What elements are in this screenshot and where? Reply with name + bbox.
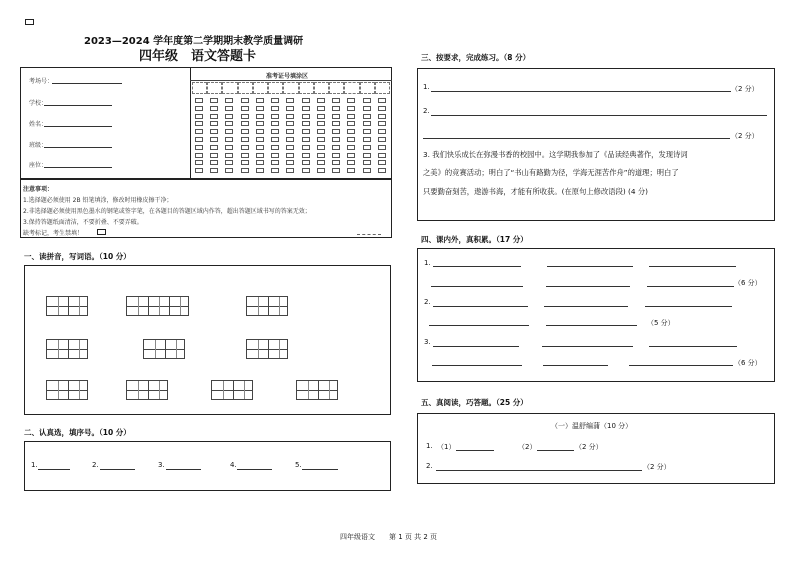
exam-number-digit-box[interactable]: [360, 82, 375, 94]
exam-number-bubble[interactable]: [347, 168, 355, 173]
section3-title: 三、按要求，完成练习。（8 分）: [421, 53, 531, 62]
exam-number-bubble[interactable]: [195, 137, 203, 142]
s3-q1-label: 1.: [423, 83, 430, 91]
s4-q2-blank-2[interactable]: [544, 306, 628, 307]
s4-q1-label: 1.: [424, 259, 431, 267]
s4-q1-blank-2[interactable]: [547, 266, 633, 267]
exam-number-bubble[interactable]: [241, 137, 249, 142]
s5-q1-blank-b[interactable]: [537, 450, 574, 451]
exam-number-grid[interactable]: [192, 82, 390, 176]
box-midline: [247, 349, 287, 350]
section1-title: 一、读拼音，写词语。（10 分）: [24, 252, 131, 261]
box-divider: [159, 297, 160, 315]
s3-q1-score: （2 分）: [731, 85, 759, 93]
box-divider: [148, 297, 149, 315]
name-line[interactable]: [44, 126, 112, 127]
exam-number-bubble[interactable]: [363, 106, 371, 111]
exam-number-bubble[interactable]: [317, 160, 325, 165]
exam-number-bubble[interactable]: [271, 121, 279, 126]
exam-number-digit-box[interactable]: [375, 82, 390, 94]
exam-number-bubble[interactable]: [363, 137, 371, 142]
exam-number-bubble[interactable]: [195, 106, 203, 111]
exam-number-bubble[interactable]: [256, 106, 264, 111]
box-midline: [47, 306, 87, 307]
s4-q3-score: （6 分）: [734, 359, 762, 367]
exam-number-bubble[interactable]: [225, 121, 233, 126]
s2-item-3-blank[interactable]: [166, 469, 201, 470]
word-writing-box[interactable]: [211, 380, 253, 400]
school-line[interactable]: [44, 105, 112, 106]
s5-q1-part-b: （2）: [518, 443, 537, 451]
exam-number-bubble[interactable]: [302, 106, 310, 111]
exam-number-bubble[interactable]: [363, 98, 371, 103]
exam-number-bubble[interactable]: [347, 137, 355, 142]
info-divider: [190, 67, 191, 179]
box-divider: [58, 340, 59, 358]
field-exam-room: 考场号：: [29, 78, 54, 85]
exam-number-bubble[interactable]: [286, 121, 294, 126]
exam-number-bubble[interactable]: [241, 129, 249, 134]
s3-q2-blank-2[interactable]: [423, 138, 730, 139]
exam-number-bubble[interactable]: [271, 98, 279, 103]
exam-number-bubble[interactable]: [256, 121, 264, 126]
seat-line[interactable]: [44, 167, 112, 168]
exam-number-bubble[interactable]: [225, 114, 233, 119]
exam-number-bubble[interactable]: [210, 153, 218, 158]
s3-q3-line1: 3. 我们快乐成长在弥漫书香的校园中。这学期我参加了《品读经典著作，发现诗词: [423, 150, 688, 159]
exam-number-bubble[interactable]: [347, 114, 355, 119]
exam-number-bubble[interactable]: [271, 129, 279, 134]
exam-number-bubble[interactable]: [256, 137, 264, 142]
word-writing-box[interactable]: [46, 296, 88, 316]
s4-q1-blank-6[interactable]: [647, 286, 734, 287]
exam-number-bubble[interactable]: [195, 129, 203, 134]
s2-item-5-label: 5.: [295, 461, 302, 469]
exam-number-bubble[interactable]: [332, 153, 340, 158]
box-divider: [155, 340, 156, 358]
s3-q2-score: （2 分）: [731, 132, 759, 140]
exam-number-bubble[interactable]: [210, 160, 218, 165]
exam-number-bubble[interactable]: [317, 106, 325, 111]
exam-number-bubble[interactable]: [210, 168, 218, 173]
exam-number-bubble[interactable]: [378, 114, 386, 119]
exam-number-bubble[interactable]: [378, 145, 386, 150]
s4-q3-blank-2[interactable]: [542, 346, 633, 347]
s5-q1-blank-a[interactable]: [456, 450, 494, 451]
exam-number-bubble[interactable]: [210, 98, 218, 103]
exam-number-bubble[interactable]: [302, 98, 310, 103]
box-divider: [79, 340, 80, 358]
exam-number-digit-box[interactable]: [344, 82, 359, 94]
box-divider: [233, 381, 234, 399]
s4-q3-blank-5[interactable]: [543, 365, 608, 366]
exam-number-bubble[interactable]: [332, 114, 340, 119]
field-class: 班级：: [29, 142, 48, 149]
exam-number-bubble[interactable]: [317, 129, 325, 134]
s2-item-5-blank[interactable]: [302, 469, 338, 470]
exam-number-bubble[interactable]: [286, 129, 294, 134]
s4-q1-blank-5[interactable]: [546, 286, 630, 287]
exam-number-bubble[interactable]: [225, 129, 233, 134]
box-divider: [223, 381, 224, 399]
s5-subsection-title: （一）温舒编蒲（10 分）: [551, 422, 633, 430]
exam-number-bubble[interactable]: [241, 145, 249, 150]
exam-number-bubble[interactable]: [210, 106, 218, 111]
answer-sheet-title: 四年级 语文答题卡: [139, 49, 257, 64]
box-divider: [268, 297, 269, 315]
exam-number-bubble[interactable]: [317, 121, 325, 126]
exam-number-bubble[interactable]: [332, 137, 340, 142]
exam-number-bubble[interactable]: [363, 145, 371, 150]
s4-q2-blank-4[interactable]: [429, 325, 529, 326]
exam-number-bubble[interactable]: [241, 168, 249, 173]
exam-number-bubble[interactable]: [271, 114, 279, 119]
exam-number-bubble[interactable]: [332, 145, 340, 150]
box-divider: [58, 381, 59, 399]
word-writing-box[interactable]: [46, 380, 88, 400]
section5-title: 五、真阅读，巧答题。（25 分）: [421, 398, 528, 407]
exam-number-bubble[interactable]: [271, 137, 279, 142]
exam-number-bubble[interactable]: [210, 121, 218, 126]
box-divider: [244, 381, 245, 399]
s2-item-4-blank[interactable]: [237, 469, 272, 470]
s3-q3-line2: 之美》的竞赛活动；明白了“书山有路勤为径，学海无涯苦作舟”的道理；明白了: [423, 168, 679, 177]
exam-number-bubble[interactable]: [195, 114, 203, 119]
box-divider: [165, 340, 166, 358]
exam-number-bubble[interactable]: [332, 129, 340, 134]
exam-number-digit-box[interactable]: [253, 82, 268, 94]
exam-number-bubble[interactable]: [271, 153, 279, 158]
s4-q1-blank-4[interactable]: [431, 286, 523, 287]
exam-number-bubble[interactable]: [363, 114, 371, 119]
exam-room-line[interactable]: [52, 83, 122, 84]
exam-number-bubble[interactable]: [225, 160, 233, 165]
exam-number-bubble[interactable]: [347, 153, 355, 158]
exam-number-bubble[interactable]: [332, 160, 340, 165]
s4-q2-blank-3[interactable]: [645, 306, 732, 307]
exam-number-bubble[interactable]: [256, 153, 264, 158]
exam-number-digit-box[interactable]: [238, 82, 253, 94]
corner-marker-icon: [25, 19, 34, 25]
exam-number-bubble[interactable]: [302, 160, 310, 165]
exam-number-bubble[interactable]: [347, 106, 355, 111]
box-divider: [279, 340, 280, 358]
notice-title: 注意事项：: [23, 186, 54, 193]
exam-number-bubble[interactable]: [378, 137, 386, 142]
exam-number-digit-box[interactable]: [329, 82, 344, 94]
exam-number-bubble[interactable]: [347, 145, 355, 150]
exam-number-bubble[interactable]: [286, 153, 294, 158]
exam-number-bubble[interactable]: [271, 106, 279, 111]
exam-number-bubble[interactable]: [286, 114, 294, 119]
exam-number-digit-box[interactable]: [207, 82, 222, 94]
exam-number-bubble[interactable]: [302, 137, 310, 142]
s4-q3-blank-6[interactable]: [629, 365, 733, 366]
notice-dash: [357, 234, 381, 235]
box-divider: [79, 297, 80, 315]
s4-q3-blank-4[interactable]: [432, 365, 522, 366]
word-writing-box[interactable]: [126, 296, 189, 316]
exam-number-bubble[interactable]: [195, 121, 203, 126]
box-divider: [68, 381, 69, 399]
exam-number-bubble[interactable]: [210, 137, 218, 142]
exam-number-bubble[interactable]: [286, 160, 294, 165]
exam-number-bubble[interactable]: [332, 121, 340, 126]
exam-number-header-line: [190, 80, 392, 81]
class-line[interactable]: [44, 147, 112, 148]
exam-number-bubble[interactable]: [195, 160, 203, 165]
exam-number-bubble[interactable]: [317, 168, 325, 173]
exam-number-bubble[interactable]: [347, 121, 355, 126]
exam-number-bubble[interactable]: [256, 98, 264, 103]
exam-number-bubble[interactable]: [241, 121, 249, 126]
exam-number-bubble[interactable]: [256, 160, 264, 165]
exam-number-bubble[interactable]: [241, 114, 249, 119]
absent-mark-label: 缺考标记，考生禁填！: [23, 230, 84, 237]
s4-q2-score: （5 分）: [647, 319, 675, 327]
exam-number-digit-box[interactable]: [299, 82, 314, 94]
box-divider: [180, 297, 181, 315]
exam-number-bubble[interactable]: [317, 137, 325, 142]
box-divider: [268, 340, 269, 358]
exam-number-bubble[interactable]: [286, 168, 294, 173]
exam-number-bubble[interactable]: [286, 98, 294, 103]
exam-number-bubble[interactable]: [225, 106, 233, 111]
exam-number-digit-box[interactable]: [222, 82, 237, 94]
word-writing-box[interactable]: [126, 380, 168, 400]
exam-number-bubble[interactable]: [378, 98, 386, 103]
exam-number-bubble[interactable]: [317, 153, 325, 158]
box-divider: [329, 381, 330, 399]
exam-number-bubble[interactable]: [256, 145, 264, 150]
exam-number-bubble[interactable]: [378, 160, 386, 165]
box-midline: [144, 349, 184, 350]
s3-q2-label: 2.: [423, 107, 430, 115]
box-midline: [297, 390, 337, 391]
exam-number-bubble[interactable]: [363, 129, 371, 134]
field-name: 姓名：: [29, 121, 48, 128]
exam-number-bubble[interactable]: [210, 129, 218, 134]
exam-number-bubble[interactable]: [225, 153, 233, 158]
box-divider: [176, 340, 177, 358]
exam-number-bubble[interactable]: [347, 98, 355, 103]
notice-item-2: 2.非选择题必须使用黑色墨水的钢笔或签字笔，在各题目的答题区域内作答，超出答题区域书写的答案无效；: [23, 208, 311, 215]
box-divider: [138, 297, 139, 315]
box-midline: [47, 390, 87, 391]
s4-q1-blank-1[interactable]: [433, 266, 521, 267]
exam-number-bubble[interactable]: [302, 153, 310, 158]
exam-number-bubble[interactable]: [302, 168, 310, 173]
exam-number-digit-box[interactable]: [192, 82, 207, 94]
exam-number-bubble[interactable]: [378, 106, 386, 111]
s5-q2-label: 2.: [426, 462, 433, 470]
s5-q1-label: 1.: [426, 442, 433, 450]
exam-number-bubble[interactable]: [271, 145, 279, 150]
word-writing-box[interactable]: [246, 339, 288, 359]
exam-number-bubble[interactable]: [378, 129, 386, 134]
exam-number-bubble[interactable]: [302, 145, 310, 150]
s4-q2-blank-1[interactable]: [433, 306, 528, 307]
exam-number-bubble[interactable]: [241, 153, 249, 158]
box-divider: [169, 297, 170, 315]
exam-number-title: 准考证号填涂区: [266, 73, 309, 80]
word-writing-box[interactable]: [246, 296, 288, 316]
box-divider: [258, 340, 259, 358]
s4-q3-blank-3[interactable]: [649, 346, 737, 347]
exam-number-bubble[interactable]: [195, 98, 203, 103]
field-school: 学校：: [29, 100, 48, 107]
s5-q2-blank[interactable]: [436, 470, 642, 471]
exam-number-digit-box[interactable]: [283, 82, 298, 94]
exam-number-bubble[interactable]: [225, 145, 233, 150]
s2-item-2-label: 2.: [92, 461, 99, 469]
s3-q2-blank-1[interactable]: [431, 115, 767, 116]
exam-number-bubble[interactable]: [378, 153, 386, 158]
exam-number-bubble[interactable]: [317, 98, 325, 103]
exam-number-bubble[interactable]: [347, 129, 355, 134]
box-divider: [68, 297, 69, 315]
word-writing-box[interactable]: [143, 339, 185, 359]
exam-number-bubble[interactable]: [256, 114, 264, 119]
s5-q1-score: （2 分）: [575, 443, 603, 451]
s3-q1-blank[interactable]: [431, 91, 731, 92]
section4-answer-area: [417, 248, 775, 382]
exam-number-bubble[interactable]: [302, 121, 310, 126]
exam-number-bubble[interactable]: [302, 129, 310, 134]
exam-number-bubble[interactable]: [302, 114, 310, 119]
exam-number-bubble[interactable]: [286, 137, 294, 142]
page-footer: 四年级语文 第 1 页 共 2 页: [340, 533, 438, 541]
exam-number-bubble[interactable]: [317, 145, 325, 150]
exam-number-bubble[interactable]: [225, 168, 233, 173]
section2-title: 二、认真选，填序号。（10 分）: [24, 428, 131, 437]
exam-number-bubble[interactable]: [256, 129, 264, 134]
s4-q3-blank-1[interactable]: [433, 346, 519, 347]
word-writing-box[interactable]: [296, 380, 338, 400]
box-midline: [212, 390, 252, 391]
exam-number-bubble[interactable]: [241, 98, 249, 103]
box-divider: [148, 381, 149, 399]
s4-q1-blank-3[interactable]: [649, 266, 736, 267]
section4-title: 四、课内外，真积累。（17 分）: [421, 235, 528, 244]
exam-number-bubble[interactable]: [225, 137, 233, 142]
exam-title: 2023—2024 学年度第二学期期末教学质量调研: [84, 36, 304, 47]
s3-q3-line3: 只要勤奋刻苦，遨游书海，才能有所收获。(在原句上修改语段) (4 分): [423, 187, 648, 196]
exam-number-bubble[interactable]: [210, 114, 218, 119]
exam-number-bubble[interactable]: [195, 145, 203, 150]
exam-number-bubble[interactable]: [363, 153, 371, 158]
box-divider: [138, 381, 139, 399]
exam-number-bubble[interactable]: [241, 160, 249, 165]
exam-number-bubble[interactable]: [210, 145, 218, 150]
s2-item-3-label: 3.: [158, 461, 165, 469]
word-writing-box[interactable]: [46, 339, 88, 359]
box-divider: [258, 297, 259, 315]
exam-number-bubble[interactable]: [347, 160, 355, 165]
box-divider: [68, 340, 69, 358]
s4-q3-label: 3.: [424, 338, 431, 346]
box-divider: [79, 381, 80, 399]
s5-q1-part-a: （1）: [437, 443, 456, 451]
absent-mark-box[interactable]: [97, 229, 106, 235]
exam-number-bubble[interactable]: [271, 160, 279, 165]
exam-number-bubble[interactable]: [195, 168, 203, 173]
exam-number-bubble[interactable]: [332, 98, 340, 103]
s5-q2-score: （2 分）: [643, 463, 671, 471]
s2-item-1-blank[interactable]: [38, 469, 70, 470]
notice-item-1: 1.选择题必须使用 2B 铅笔填涂，修改时用橡皮擦干净；: [23, 197, 173, 204]
exam-number-bubble[interactable]: [332, 168, 340, 173]
exam-number-bubble[interactable]: [256, 168, 264, 173]
exam-number-bubble[interactable]: [332, 106, 340, 111]
box-divider: [159, 381, 160, 399]
box-divider: [58, 297, 59, 315]
box-midline: [247, 306, 287, 307]
s2-item-1-label: 1.: [31, 461, 38, 469]
s2-item-4-label: 4.: [230, 461, 237, 469]
exam-number-bubble[interactable]: [271, 168, 279, 173]
box-midline: [127, 390, 167, 391]
box-divider: [308, 381, 309, 399]
exam-number-bubble[interactable]: [241, 106, 249, 111]
exam-number-bubble[interactable]: [225, 98, 233, 103]
exam-number-bubble[interactable]: [317, 114, 325, 119]
box-divider: [279, 297, 280, 315]
field-seat: 座位：: [29, 162, 48, 169]
exam-number-bubble[interactable]: [286, 106, 294, 111]
box-divider: [318, 381, 319, 399]
s4-q2-label: 2.: [424, 298, 431, 306]
exam-number-digit-box[interactable]: [314, 82, 329, 94]
exam-number-bubble[interactable]: [363, 160, 371, 165]
exam-number-bubble[interactable]: [378, 121, 386, 126]
exam-number-bubble[interactable]: [195, 153, 203, 158]
exam-number-bubble[interactable]: [378, 168, 386, 173]
exam-number-bubble[interactable]: [363, 121, 371, 126]
exam-number-digit-box[interactable]: [268, 82, 283, 94]
s4-q2-blank-5[interactable]: [546, 325, 637, 326]
section2-answer-area: [24, 441, 391, 491]
s4-q1-score: （6 分）: [734, 279, 762, 287]
s2-item-2-blank[interactable]: [100, 469, 135, 470]
exam-number-bubble[interactable]: [363, 168, 371, 173]
box-midline: [47, 349, 87, 350]
notice-item-3: 3.保持答题纸面清洁，不要折叠、不要弄破。: [23, 219, 143, 226]
exam-number-bubble[interactable]: [286, 145, 294, 150]
